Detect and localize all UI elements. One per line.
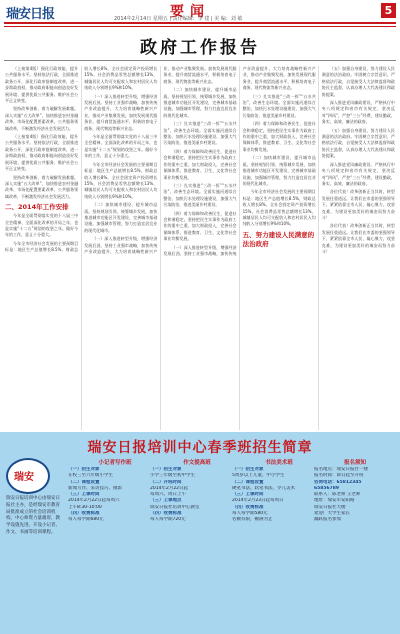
ad-line: （三）上课时间 <box>68 492 100 498</box>
ad-line: 小学三年级至初中学生 <box>150 473 195 479</box>
article-subhead: 五、努力建设人民满意的法治政府 <box>242 230 315 248</box>
ad-line: （四）收费标准 <box>150 511 182 517</box>
ad-line: （二）开班时间 <box>150 479 182 485</box>
ad-line: 报名地点：瑞安日报社一楼 <box>314 467 368 472</box>
ad-column-heading: 小记者写作班 <box>98 460 132 466</box>
ad-line: 在校三至六年级小学生 <box>68 473 113 479</box>
article-paragraph: 今年全市经济社会发展的主要预期目标是：地区生产总值增长8.5%，财政总收入增长8%，全社会固定资产投资增长15%，社会消费品零售总额增长13%，城镇居民人均可支配收入和农村居民人均纯收入分别增长9%和10%。 <box>84 161 158 199</box>
article-paragraph: （三）扎实推进“三改一拆”“五水共治”，改善生态环境。全面实施河道综合整治，加快污水处理设施建设，加强大气污染防治，推进美丽乡村建设。 <box>163 121 237 146</box>
article-paragraph: 各位代表！改革创新正当其时，转型发展任重道远。让我们在市委的坚强领导下，紧紧依靠全市人民，凝心聚力，攻坚克难，为建设更加美好的瑞安而努力奋斗！ <box>321 189 395 220</box>
ad-line: 联系人：陈老师 王老师 <box>314 492 361 498</box>
article-body <box>5 66 395 430</box>
ad-line: 每人每学期580元 <box>232 511 268 517</box>
article-paragraph: （四）着力保障和改善民生，促进社会和谐稳定。坚持把民生实事作为政府工作的重中之重，加大财政投入，完善社会保障体系，推进教育、卫生、文化等社会事业均衡发展。 <box>163 210 237 242</box>
article-paragraph: 今年全市经济社会发展的主要预期目标是：地区生产总值增长8.5%，财政总收入增长8%，全社会固定资产投资增长15%，社会消费品零售总额增长13%，城镇居民人均可支配收入和农村居民人均纯收入分别增长9%和10%。 <box>5 66 158 253</box>
ad-line: 硬笔书法、软笔书法、少儿美术 <box>232 485 295 491</box>
header-divider <box>4 22 396 24</box>
article-paragraph: 今年是全面贯彻落实党的十八届三中全会精神、全面深化改革的开局之年，也是实施“十二五”规划的攻坚之年。做好今年的工作，意义十分重大。 <box>84 134 158 159</box>
ad-line: 2014年2月22日起 <box>150 485 189 491</box>
article-paragraph: （四）着力保障和改善民生，促进社会和谐稳定。坚持把民生实事作为政府工作的重中之重，加大财政投入，完善社会保障体系，推进教育、卫生、文化等社会事业均衡发展。 <box>242 121 316 152</box>
ad-line: 每人每学期720元 <box>150 517 186 523</box>
article-headline: 政府工作报告 <box>140 38 260 58</box>
article-paragraph: 坚持改革创新，着力破解发展难题。深入实施“五大改革”，加快推进农村金融改革、市场化配置要素改革、公共服务领域改革，不断激发经济社会发展活力。 <box>5 174 79 199</box>
logo-text: 瑞安 <box>14 472 34 483</box>
paper-name: 瑞安日报 <box>6 7 55 22</box>
ad-line: （三）上课时间 <box>232 492 264 498</box>
page-number-badge: 5 <box>381 3 396 18</box>
ad-line: 名额有限，额满为止 <box>232 517 273 523</box>
article-paragraph: （二）加快城市建设，提升城市品质。坚持规划引领，统筹城乡发展，加快推进城市功能区开发建设，完善城市基础设施，加强城市管理，努力打造宜居宜业的现代化城市。 <box>242 155 316 186</box>
ad-line: 65856789 <box>314 485 340 491</box>
ad-line: 欢迎广大学生家长 <box>314 511 350 517</box>
article-paragraph: 今年全市经济社会发展的主要预期目标是：地区生产总值增长8.5%，财政总收入增长8%，全社会固定资产投资增长15%，社会消费品零售总额增长13%，城镇居民人均可支配收入和农村居民人均纯收入分别增长9%和10%。 <box>242 189 316 227</box>
ad-column <box>150 458 244 524</box>
ad-column-heading: 作文提高班 <box>183 460 211 466</box>
article-paragraph: （一）深入推进转型升级，增强经济发展后劲。坚持工业强市战略，加快传统产业改造提升，大力培育战略性新兴产业，推动产业集聚发展。加快发展现代服务业，提升商贸流通水平，积极培育电子商务、现代物流等新兴业态。 <box>84 66 237 254</box>
article-paragraph: 深入推进党风廉政建设，严格执行中央八项规定和省市有关规定，坚决反对“四风”，严控“三公”经费，建设勤政、务实、高效、廉洁的政府。 <box>321 161 395 186</box>
ad-title: 瑞安日报培训中心春季班招生简章 <box>87 440 313 456</box>
ad-line: 地址：瑞安市安阳路 <box>314 498 355 504</box>
ad-column <box>314 458 396 524</box>
article-paragraph: （五）加强自身建设，努力建设人民满意的法治政府。牢固树立宗旨意识，严格依法行政，自觉接受人大法律监督和政协民主监督，认真办理人大代表建议和政协提案。 <box>321 127 395 159</box>
article-paragraph: （五）加强自身建设，努力建设人民满意的法治政府。牢固树立宗旨意识，严格依法行政，自觉接受人大法律监督和政协民主监督，认真办理人大代表建议和政协提案。 <box>321 66 395 97</box>
article-paragraph: 坚持改革创新，着力破解发展难题。深入实施“五大改革”，加快推进农村金融改革、市场化配置要素改革、公共服务领域改革，不断激发经济社会发展活力。 <box>5 106 79 131</box>
ad-line: 上午8:30-10:00 <box>68 504 102 510</box>
ad-intro-text: 瑞安日报培训中心由瑞安日报社主办，是经瑞安市教育局批准成立的社会培训机构。中心师资力量雄厚，教学设施先进，开设小记者、作文、书画等培训课程。 <box>6 496 60 535</box>
ad-line: 咨询电话：65812345 <box>314 479 362 485</box>
ad-column <box>68 458 162 524</box>
ad-line: 每人每学期680元 <box>68 517 104 523</box>
ad-line: （四）收费标准 <box>68 511 100 517</box>
ad-line: （一）招生对象 <box>150 467 182 472</box>
ad-line: 瑞安日报社培训中心教室 <box>150 504 200 510</box>
ad-line: 报名时间：即日起至开班 <box>314 473 364 479</box>
article-paragraph: 各位代表！改革创新正当其时，转型发展任重道远。让我们在市委的坚强领导下，紧紧依靠全市人民，凝心聚力，攻坚克难，为建设更加美好的瑞安而努力奋斗！ <box>321 223 395 254</box>
article-paragraph: （一）深入推进转型升级，增强经济发展后劲。坚持工业强市战略，加快传统产业改造提升，大力培育战略性新兴产业，推动产业集聚发展。加快发展现代服务业，提升商贸流通水平，积极培育电子商务、现代物流等新兴业态。 <box>163 66 316 256</box>
article-subhead: 二、2014年工作安排 <box>5 203 69 212</box>
article-paragraph: （上接第4版）强化行政效能，提升公共服务水平。坚持依法行政，全面推进政务公开，深化行政审批制度改革，进一步简政放权，推动政府职能向创造良好发展环境、提供优质公共服务、维护社会公平正义转变。 <box>5 66 79 104</box>
ad-line: 踊跃报名参加 <box>314 517 341 523</box>
ad-line: 每周六、周日上午 <box>150 492 186 498</box>
article-paragraph: （一）深入推进转型升级，增强经济发展后劲。坚持工业强市战略，加快传统产业改造提升，大力培育战略性新兴产业，推动产业集聚发展。加快发展现代服务业，提升商贸流通水平，积极培育电子商务、现代物流等新兴业态。 <box>84 93 158 131</box>
article-paragraph: （三）扎实推进“三改一拆”“五水共治”，改善生态环境。全面实施河道综合整治，加快污水处理设施建设，加强大气污染防治，推进美丽乡村建设。 <box>163 182 237 208</box>
ad-line: 5周岁以上儿童、中小学生 <box>232 473 285 479</box>
article-paragraph: （三）扎实推进“三改一拆”“五水共治”，改善生态环境。全面实施河道综合整治，加快污水处理设施建设，加强大气污染防治，推进美丽乡村建设。 <box>242 93 316 118</box>
ad-line: （一）招生对象 <box>68 467 100 472</box>
header-divider-thin <box>4 26 396 27</box>
masthead <box>0 0 400 22</box>
article-paragraph: 深入推进党风廉政建设，严格执行中央八项规定和省市有关规定，坚决反对“四风”，严控“三公”经费，建设勤政、务实、高效、廉洁的政府。 <box>321 100 395 125</box>
ad-line: 瑞安日报社大楼 <box>314 504 346 510</box>
date-line: 2014年2月14日 星期五 | 责任编辑：李 建 | 美 编：刘 敏 <box>114 16 243 22</box>
article-paragraph: （二）加快城市建设，提升城市品质。坚持规划引领，统筹城乡发展，加快推进城市功能区开发建设，完善城市基础设施，加强城市管理，努力打造宜居宜业的现代化城市。 <box>84 202 158 233</box>
ad-column-heading: 书法美术班 <box>265 460 293 466</box>
article-paragraph: （上接第4版）强化行政效能，提升公共服务水平。坚持依法行政，全面推进政务公开，深化行政审批制度改革，进一步简政放权，推动政府职能向创造良好发展环境、提供优质公共服务、维护社会公平正义转变。 <box>5 134 79 172</box>
ad-column-heading: 报名须知 <box>343 460 366 466</box>
section-title: 要闻 <box>170 4 210 20</box>
ad-column <box>232 458 326 524</box>
article-paragraph: 今年是全面贯彻落实党的十八届三中全会精神、全面深化改革的开局之年，也是实施“十二五”规划的攻坚之年。做好今年的工作，意义十分重大。 <box>5 213 79 238</box>
ad-line: 2014年2月23日起每周日 <box>232 498 284 504</box>
headline-divider <box>4 60 396 61</box>
ad-line: （二）课程设置 <box>68 479 100 485</box>
ad-line: （四）收费标准 <box>232 504 264 510</box>
ad-line: （二）课程设置 <box>232 479 264 485</box>
article-paragraph: （二）加快城市建设，提升城市品质。坚持规划引领，统筹城乡发展，加快推进城市功能区开发建设，完善城市基础设施，加强城市管理，努力打造宜居宜业的现代化城市。 <box>163 87 237 118</box>
article-paragraph: （四）着力保障和改善民生，促进社会和谐稳定。坚持把民生实事作为政府工作的重中之重，加大财政投入，完善社会保障体系，推进教育、卫生、文化等社会事业均衡发展。 <box>163 148 237 180</box>
ad-line: 2014年2月22日起每周六 <box>68 498 120 504</box>
ad-line: （三）上课地点 <box>150 498 182 504</box>
ad-line: 新闻写作、采访技巧、摄影 <box>68 485 122 491</box>
ad-line: （一）招生对象 <box>232 467 264 472</box>
